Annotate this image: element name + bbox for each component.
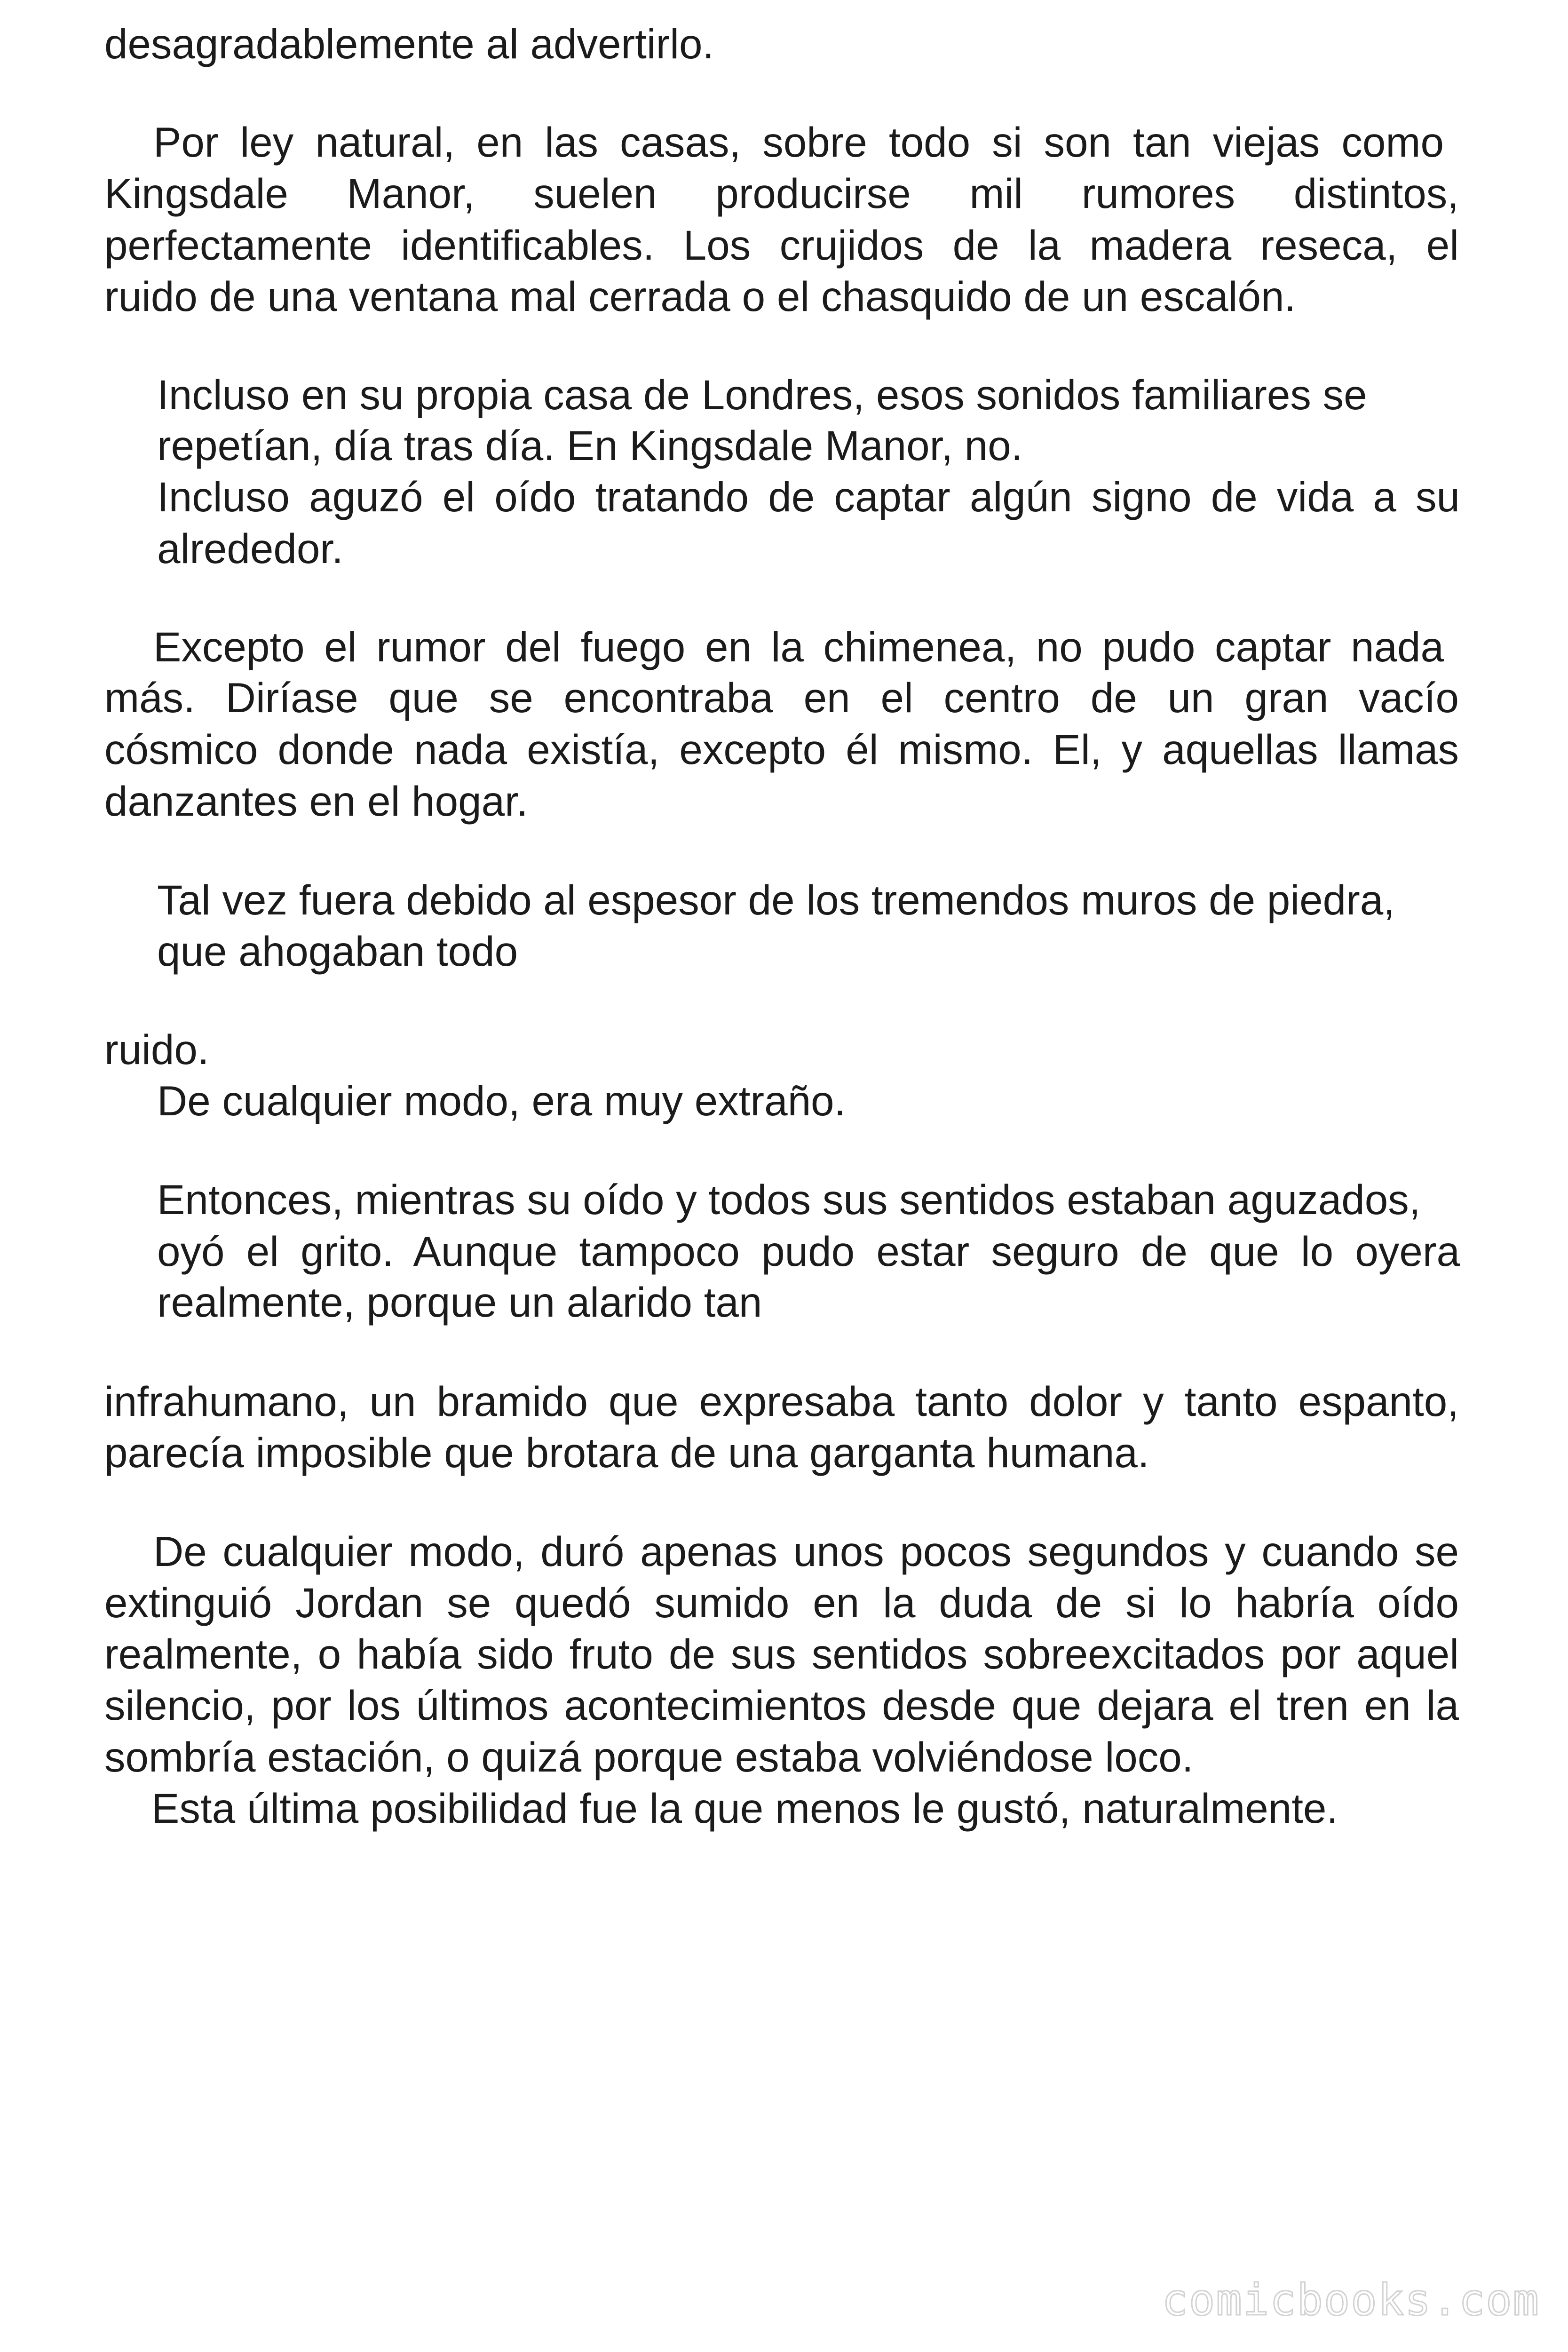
text-line: De cualquier modo, duró apenas unos pocos segundos y cuando se <box>153 1528 1459 1575</box>
watermark: comicbooks.com <box>1162 2275 1540 2325</box>
text-line: danzantes en el hogar. <box>104 778 528 825</box>
text-line: Incluso aguzó el oído tratando de captar algún signo de vida a su <box>157 473 1460 520</box>
text-line: extinguió Jordan se quedó sumido en la duda de si lo habría oído <box>104 1579 1459 1626</box>
text-line: ruido. <box>104 1026 209 1073</box>
text-line: más. Diríase que se encontraba en el centro de un gran vacío <box>104 674 1459 721</box>
text-line: Excepto el rumor del fuego en la chimenea, no pudo captar nada <box>153 623 1444 670</box>
text-line: De cualquier modo, era muy extraño. <box>157 1077 846 1124</box>
text-line: que ahogaban todo <box>157 928 518 975</box>
text-line: silencio, por los últimos acontecimientos desde que dejara el tren en la <box>104 1682 1459 1729</box>
text-line: repetían, día tras día. En Kingsdale Manor, no. <box>157 422 1023 469</box>
text-line: ruido de una ventana mal cerrada o el chasquido de un escalón. <box>104 273 1296 320</box>
text-line: perfectamente identificables. Los crujidos de la madera reseca, el <box>104 222 1459 269</box>
text-line: realmente, porque un alarido tan <box>157 1279 762 1326</box>
text-line: Tal vez fuera debido al espesor de los tremendos muros de piedra, <box>157 876 1395 923</box>
text-line: Entonces, mientras su oído y todos sus sentidos estaban aguzados, <box>157 1176 1421 1223</box>
text-line: sombría estación, o quizá porque estaba volviéndose loco. <box>104 1733 1194 1780</box>
text-line: Incluso en su propia casa de Londres, esos sonidos familiares se <box>157 371 1367 418</box>
text-line: parecía imposible que brotara de una garganta humana. <box>104 1429 1149 1476</box>
text-line: desagradablemente al advertirlo. <box>104 20 714 67</box>
text-line: alrededor. <box>157 525 343 572</box>
text-line: cósmico donde nada existía, excepto él mismo. El, y aquellas llamas <box>104 726 1459 773</box>
text-line: Esta última posibilidad fue la que menos le gustó, naturalmente. <box>151 1785 1338 1832</box>
text-line: realmente, o había sido fruto de sus sentidos sobreexcitados por aquel <box>104 1630 1459 1677</box>
text-line: Kingsdale Manor, suelen producirse mil rumores distintos, <box>104 170 1459 217</box>
text-line: oyó el grito. Aunque tampoco pudo estar seguro de que lo oyera <box>157 1228 1460 1275</box>
text-line: Por ley natural, en las casas, sobre todo si son tan viejas como <box>153 119 1444 166</box>
text-line: infrahumano, un bramido que expresaba tanto dolor y tanto espanto, <box>104 1378 1459 1425</box>
